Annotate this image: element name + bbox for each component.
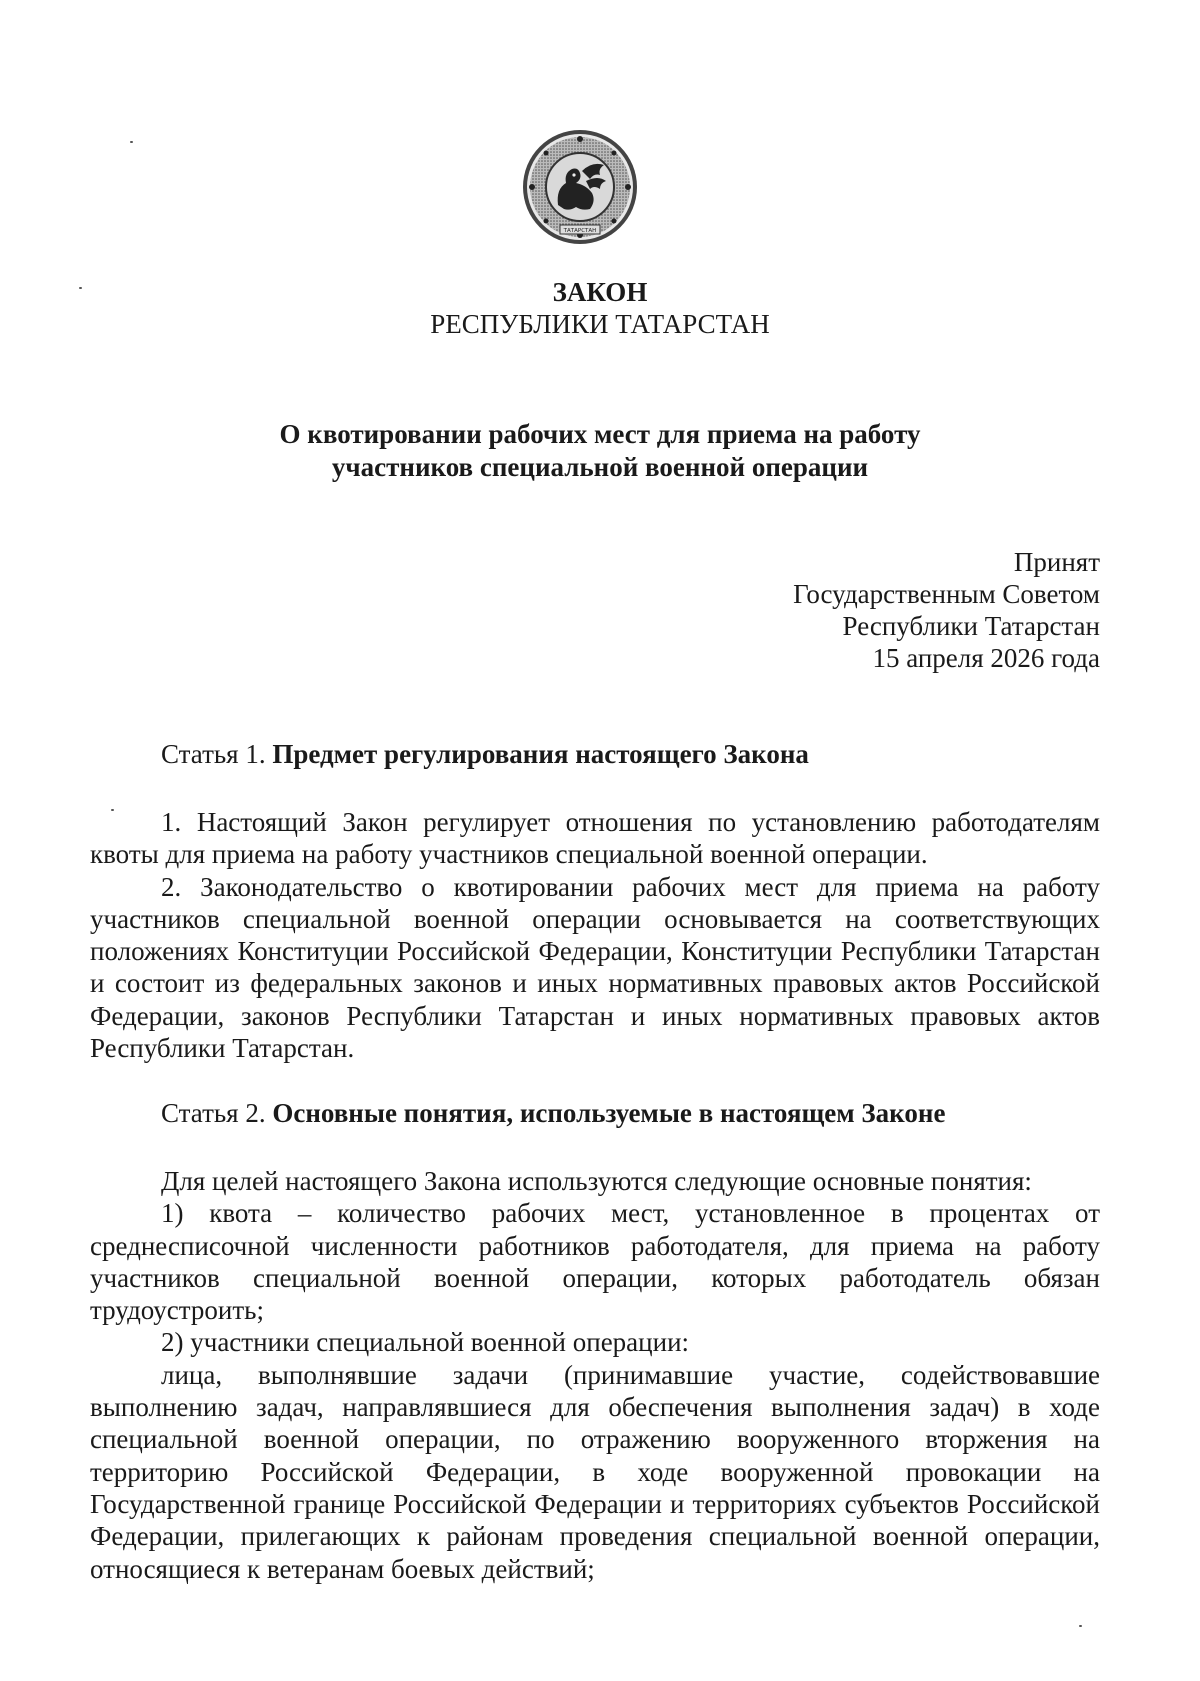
scan-speck	[1079, 1625, 1082, 1627]
article-1-body	[90, 806, 1100, 1064]
tatarstan-coat-of-arms-icon	[520, 127, 640, 247]
emblem-label: ТАТАРСТАН	[563, 228, 597, 234]
law-republic: РЕСПУБЛИКИ ТАТАРСТАН	[430, 309, 770, 339]
adoption-block	[793, 546, 1100, 674]
definition-item: 2) участники специальной военной операции:	[161, 1327, 690, 1358]
article-title: Основные понятия, используемые в настоящем Законе	[272, 1098, 946, 1128]
adoption-line: Республики Татарстан	[842, 611, 1100, 641]
definition-item: 1) квота – количество рабочих мест, установленное в процентах от среднесписочной численности работников работодателя, для приема на работу участников специальной военной операции, которых работодатель обязан трудоустроить;	[90, 1198, 1100, 1326]
paragraph: лица, выполнявшие задачи (принимавшие участие, содействовавшие выполнению задач, направлявшиеся для обеспечения выполнения задач) в ходе специальной военной операции, по отражению вооруженного вторжения на территорию Российской Федерации, в ходе вооруженной провокации на Государственной границе Российской Федерации и территориях субъектов Российской Федерации, прилегающих к районам проведения специальной военной операции, относящиеся к ветеранам боевых действий;	[90, 1359, 1100, 1584]
paragraph: 1. Настоящий Закон регулирует отношения по установлению работодателям квоты для приема на работу участников специальной военной операции.	[90, 807, 1100, 870]
law-subject-line: О квотировании рабочих мест для приема на работу	[279, 419, 921, 449]
adoption-line: Государственным Советом	[793, 579, 1100, 609]
law-subject-line: участников специальной военной операции	[331, 452, 869, 482]
law-subject	[0, 418, 1200, 484]
article-title: Предмет регулирования настоящего Закона	[272, 739, 809, 769]
paragraph: 2. Законодательство о квотировании рабочих мест для приема на работу участников специальной военной операции основывается на соответствующих положениях Конституции Российской Федерации, Конституции Республики Татарстан и состоит из федеральных законов и иных нормативных правовых актов Российской Федерации, законов Республики Татарстан и иных нормативных правовых актов Республики Татарстан.	[90, 871, 1100, 1064]
article-1-heading	[161, 738, 809, 770]
article-prefix: Статья 1.	[161, 739, 266, 769]
article-2-heading	[161, 1097, 945, 1129]
article-prefix: Статья 2.	[161, 1098, 266, 1128]
article-2-body	[90, 1165, 1100, 1585]
adoption-date: 15 апреля 2026 года	[872, 643, 1100, 673]
adoption-line: Принят	[1013, 547, 1100, 577]
paragraph: Для целей настоящего Закона используются следующие основные понятия:	[161, 1166, 1032, 1196]
law-title: ЗАКОН	[552, 277, 648, 307]
scan-speck	[130, 141, 133, 143]
